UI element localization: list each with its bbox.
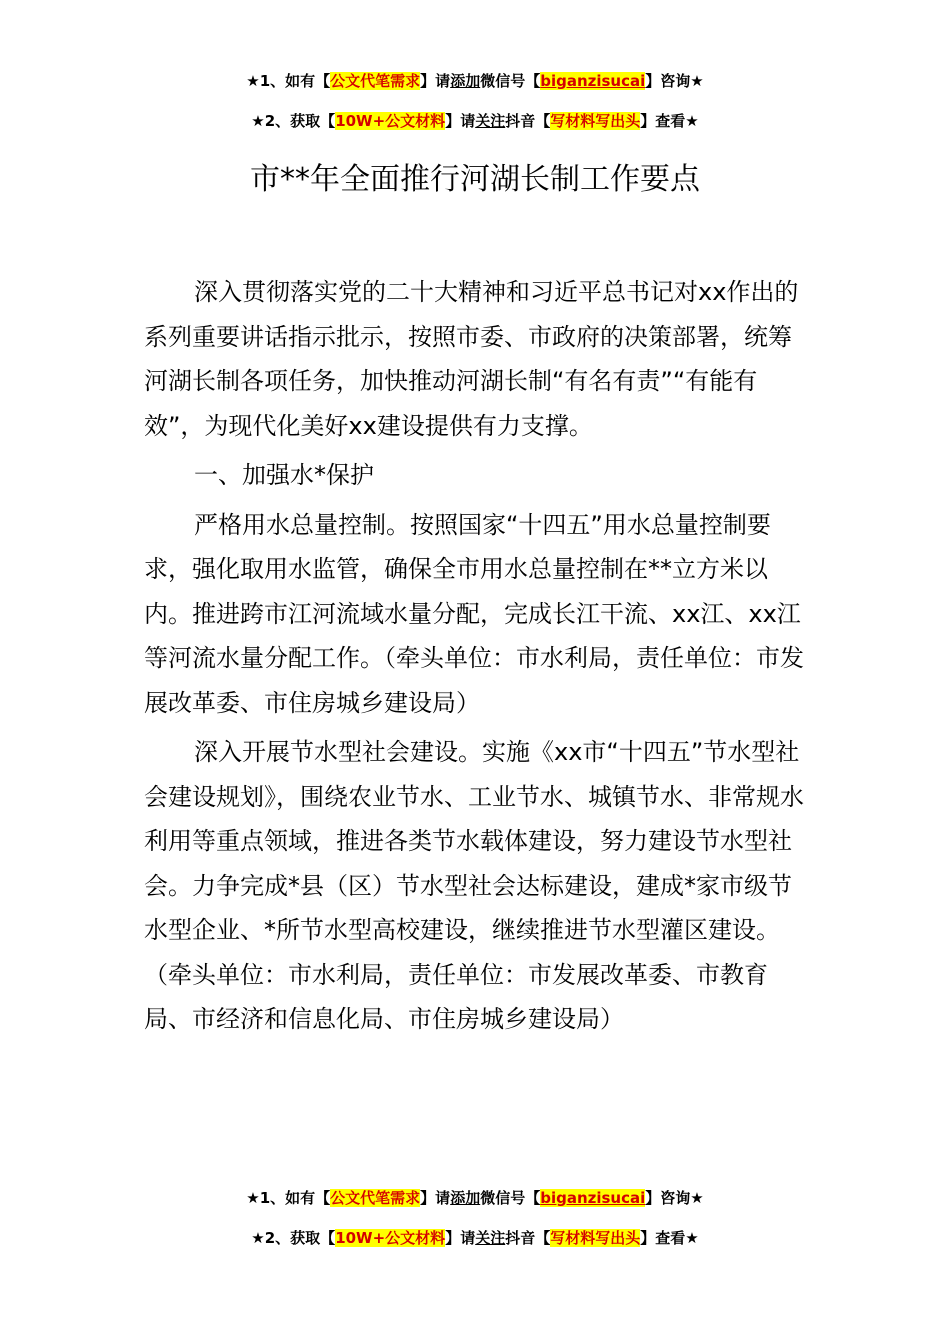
document-body (144, 270, 809, 1042)
banner-emphasis: 添加 (450, 72, 481, 90)
banner-text: 】请 (420, 1189, 451, 1207)
banner-text: ★1、如有【 (246, 72, 331, 90)
banner-text: ★2、获取【 (251, 1229, 336, 1247)
banner-highlight: 公文代笔需求 (330, 1189, 421, 1207)
banner-text: 】咨询★ (645, 1189, 704, 1207)
banner-text: ★1、如有【 (246, 1189, 331, 1207)
banner-text: 微信号【 (480, 72, 541, 90)
paragraph-water-saving: 深入开展节水型社会建设。实施《xx市“十四五”节水型社会建设规划》，围绕农业节水、工业节水、城镇节水、非常规水利用等重点领域，推进各类节水载体建设，努力建设节水型社会。力争完成*县（区）节水型社会达标建设，建成*家市级节水型企业、*所节水型高校建设，继续推进节水型灌区建设。（牵头单位：市水利局，责任单位：市发展改革委、市教育局、市经济和信息化局、市住房城乡建设局） (144, 738, 804, 1033)
banner-text: ★2、获取【 (251, 112, 336, 130)
banner-wechat-id: biganzisucai (540, 1189, 646, 1207)
banner-wechat-id: biganzisucai (540, 72, 646, 90)
banner-highlight: 10W+公文材料 (335, 1229, 446, 1247)
banner-text: 抖音【 (505, 1229, 551, 1247)
banner-text: 】查看★ (640, 112, 699, 130)
banner-emphasis: 关注 (475, 1229, 506, 1247)
banner-highlight: 公文代笔需求 (330, 72, 421, 90)
banner-line-1 (0, 70, 950, 92)
paragraph-intro: 深入贯彻落实党的二十大精神和习近平总书记对xx作出的系列重要讲话指示批示，按照市委、市政府的决策部署，统筹河湖长制各项任务，加快推动河湖长制“有名有责”“有能有效”，为现代化美好xx建设提供有力支撑。 (144, 278, 799, 440)
banner-text: 】请 (445, 1229, 476, 1247)
banner-highlight: 10W+公文材料 (335, 112, 446, 130)
banner-text: 】请 (445, 112, 476, 130)
banner-emphasis: 添加 (450, 1189, 481, 1207)
banner-text: 】咨询★ (645, 72, 704, 90)
paragraph-water-quota: 严格用水总量控制。按照国家“十四五”用水总量控制要求，强化取用水监管，确保全市用水总量控制在**立方米以内。推进跨市江河流域水量分配，完成长江干流、xx江、xx江等河流水量分配工作。（牵头单位：市水利局，责任单位：市发展改革委、市住房城乡建设局） (144, 510, 804, 717)
banner-douyin-id: 写材料写出头 (550, 112, 641, 130)
banner-douyin-id: 写材料写出头 (550, 1229, 641, 1247)
banner-line-2 (0, 110, 950, 132)
banner-emphasis: 关注 (475, 112, 506, 130)
banner-text: 抖音【 (505, 112, 551, 130)
banner-line-1 (0, 1187, 950, 1209)
banner-line-2 (0, 1227, 950, 1249)
section-heading: 一、加强水*保护 (194, 461, 374, 489)
document-title: 市**年全面推行河湖长制工作要点 (250, 162, 700, 197)
banner-text: 】请 (420, 72, 451, 90)
banner-text: 微信号【 (480, 1189, 541, 1207)
banner-text: 】查看★ (640, 1229, 699, 1247)
